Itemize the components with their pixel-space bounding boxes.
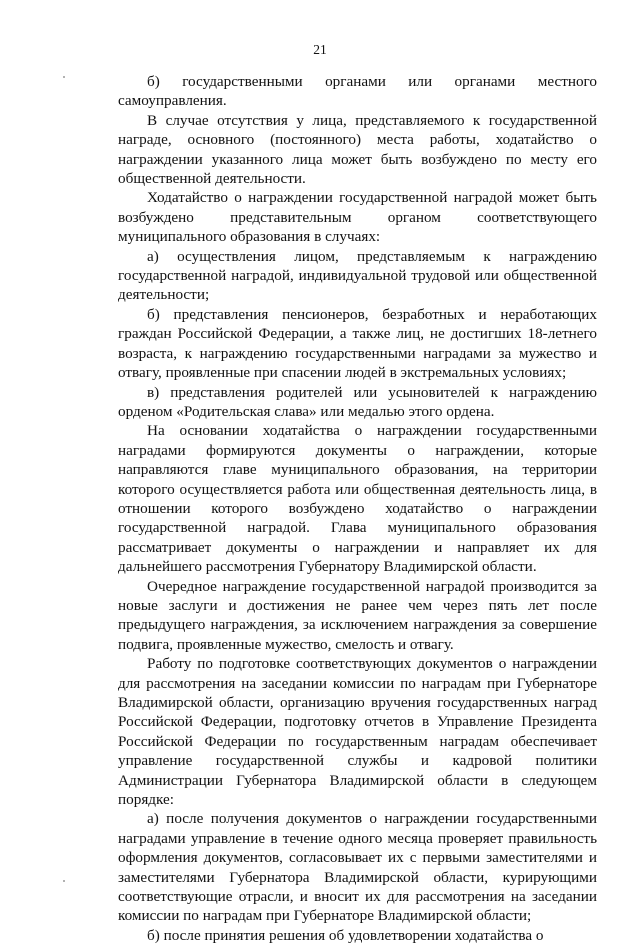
page-number: 21: [313, 42, 327, 57]
paragraph: Очередное награждение государственной наградой производится за новые заслуги и достижения не ранее чем через пять лет после предыдущего награждения, за исключением награждения за совершение подвига, проявленные мужество, смелость и отвагу.: [118, 577, 597, 653]
paragraph: В случае отсутствия у лица, представляемого к государственной награде, основного (постоянного) места работы, ходатайство о награждении указанного лица может быть возбуждено по месту его общественной деятельности.: [118, 111, 597, 188]
paragraph: в) представления родителей или усыновителей к награждению орденом «Родительская слава» или медалью этого ордена.: [118, 383, 597, 420]
document-body: [118, 72, 597, 945]
paragraph: Работу по подготовке соответствующих документов о награждении для рассмотрения на заседании комиссии по наградам при Губернаторе Владимирской области, организацию вручения государственных наград Российской Федерации, подготовку отчетов в Управление Президента Российской Федерации по государственным наградам обеспечивает управление государственной службы и кадровой политики Администрации Губернатора Владимирской области в следующем порядке:: [118, 655, 597, 809]
paragraph: б) после принятия решения об удовлетворении ходатайства о: [147, 926, 544, 944]
paragraph: а) осуществления лицом, представляемым к награждению государственной наградой, индивидуальной трудовой или общественной деятельности;: [118, 247, 597, 304]
scan-dot: [63, 76, 65, 78]
paragraph: Ходатайство о награждении государственной наградой может быть возбуждено представительным органом соответствующего муниципального образования в случаях:: [118, 189, 597, 246]
paragraph: б) представления пенсионеров, безработных и неработающих граждан Российской Федерации, а также лиц, не достигших 18-летнего возраста, к награждению государственными наградами за мужество и отвагу, проявленные при спасении людей в экстремальных условиях;: [118, 305, 597, 382]
scan-dot: [63, 880, 65, 882]
paragraph: На основании ходатайства о награждении государственными наградами формируются документы о награждении, которые направляются главе муниципального образования, на территории которого осуществляется работа или общественная деятельность лица, в отношении которого возбуждено ходатайство о награждении государственной наградой. Глава муниципального образования рассматривает документы о награждении и направляет их для дальнейшего рассмотрения Губернатору Владимирской области.: [118, 422, 597, 576]
paragraph: б) государственными органами или органами местного самоуправления.: [118, 73, 597, 110]
paragraph: а) после получения документов о награждении государственными наградами управление в течение одного месяца проверяет правильность оформления документов, согласовывает их с первыми заместителями и заместителями Губернатора Владимирской области, курирующими соответствующие отрасли, и вносит их для рассмотрения на заседании комиссии по наградам при Губернаторе Владимирской области;: [118, 810, 597, 925]
